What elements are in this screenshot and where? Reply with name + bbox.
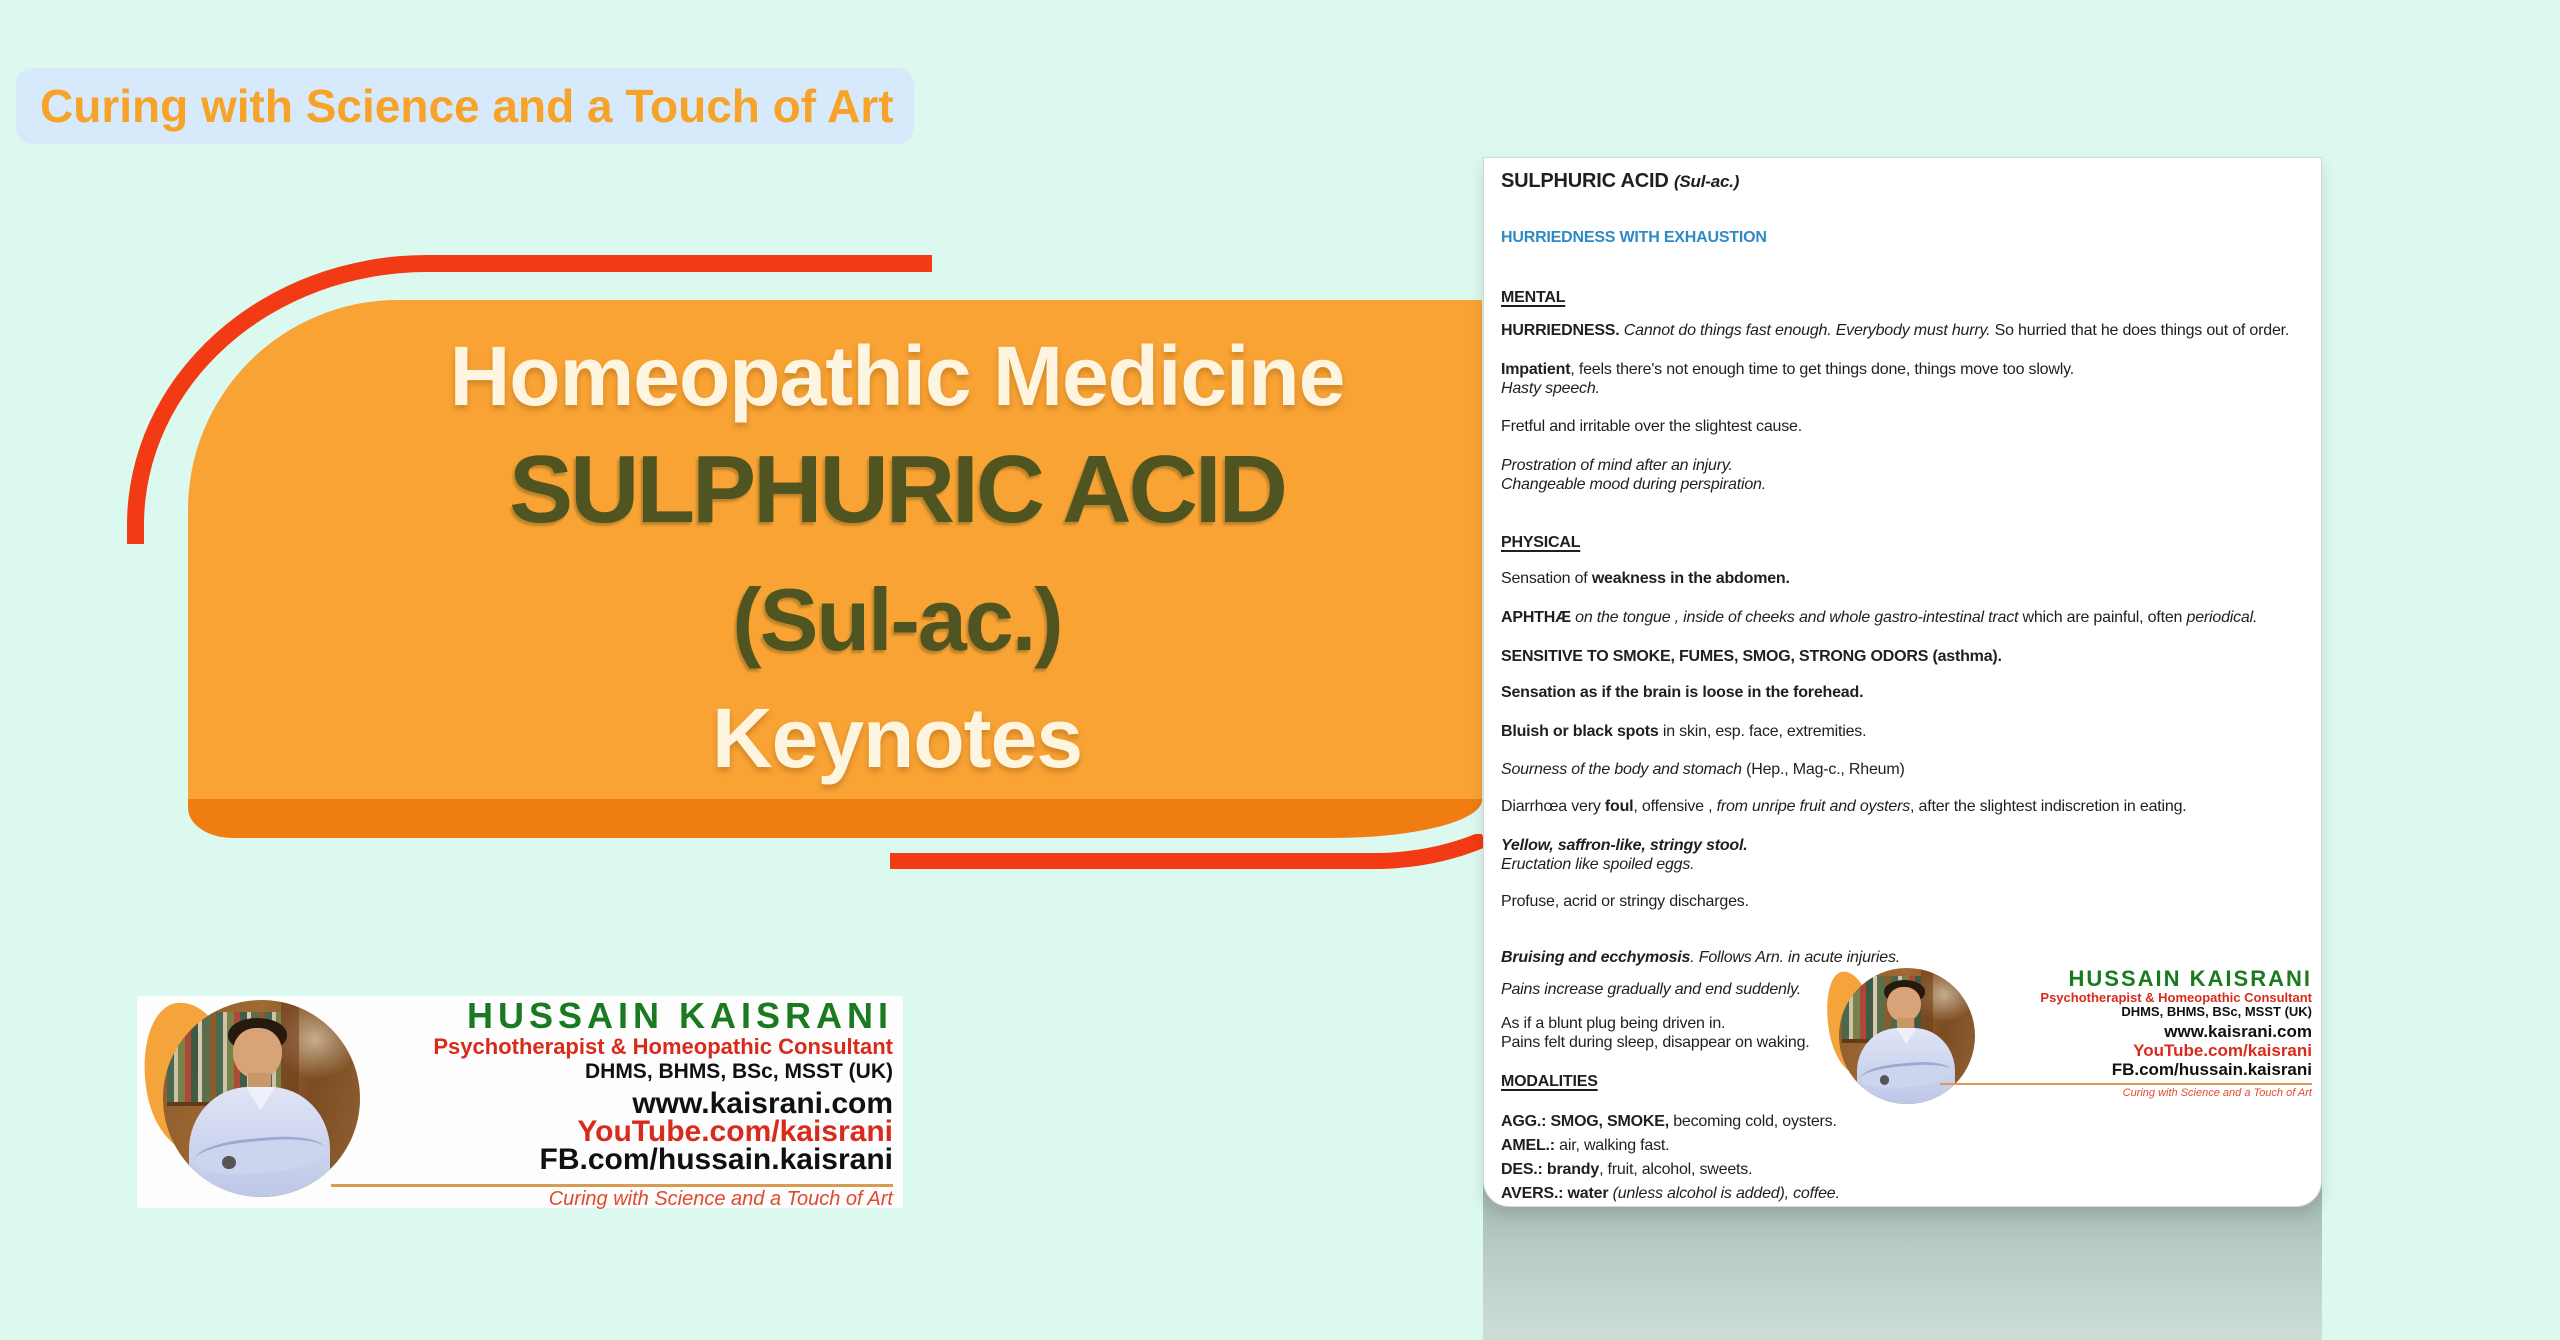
doc-paragraph: HURRIEDNESS WITH EXHAUSTION <box>1501 229 1767 246</box>
brand-youtube: YouTube.com/kaisrani <box>2133 1041 2312 1060</box>
brand-banner <box>137 996 903 1208</box>
brand-credentials: DHMS, BHMS, BSc, MSST (UK) <box>2121 1004 2312 1019</box>
doc-paragraph: Yellow, saffron-like, stringy stool. Eructation like spoiled eggs. <box>1501 837 1748 873</box>
brand-divider <box>1940 1083 2312 1085</box>
doc-paragraph: Pains increase gradually and end suddenly. <box>1501 981 1801 998</box>
portrait-face <box>233 1028 282 1079</box>
doc-paragraph: SENSITIVE TO SMOKE, FUMES, SMOG, STRONG ODORS (asthma). <box>1501 648 2002 665</box>
doc-paragraph: Bruising and ecchymosis. Follows Arn. in acute injuries. <box>1501 949 1901 966</box>
doc-paragraph: Sensation of weakness in the abdomen. <box>1501 570 1790 587</box>
doc-paragraph: MENTAL <box>1501 289 1566 306</box>
doc-paragraph: Impatient, feels there's not enough time to get things done, things move too slowly. Hasty speech. <box>1501 361 2074 397</box>
doc-paragraph: Profuse, acrid or stringy discharges. <box>1501 893 1749 910</box>
portrait-watch <box>222 1156 236 1170</box>
doc-paragraph: Bluish or black spots in skin, esp. face, extremities. <box>1501 723 1867 740</box>
doc-paragraph: APHTHÆ on the tongue , inside of cheeks and whole gastro-intestinal tract which are painful, often periodical. <box>1501 609 2258 626</box>
doc-paragraph: Sensation as if the brain is loose in the forehead. <box>1501 684 1864 701</box>
doc-brand-block <box>1940 967 2312 1100</box>
brand-website: www.kaisrani.com <box>2164 1022 2312 1041</box>
brand-divider <box>331 1184 893 1187</box>
brand-name: HUSSAIN KAISRANI <box>2068 966 2312 991</box>
doc-paragraph: AGG.: SMOG, SMOKE, becoming cold, oysters. AMEL.: air, walking fast. DES.: brandy, fruit, alcohol, sweets. AVERS.: water (unless alcohol is added), coffee. <box>1501 1113 1840 1202</box>
brand-youtube: YouTube.com/kaisrani <box>577 1115 893 1148</box>
document-page <box>1483 157 2322 1207</box>
tagline-badge <box>16 68 914 144</box>
brand-website: www.kaisrani.com <box>632 1087 893 1120</box>
brand-facebook: FB.com/hussain.kaisrani <box>539 1143 893 1176</box>
red-underline-decoration <box>890 834 1484 874</box>
doc-paragraph: Sourness of the body and stomach (Hep., Mag-c., Rheum) <box>1501 761 1905 778</box>
doc-paragraph: Prostration of mind after an injury. Changeable mood during perspiration. <box>1501 457 1766 493</box>
brand-tagline: Curing with Science and a Touch of Art <box>2122 1087 2312 1099</box>
title-line-remedy: SULPHURIC ACID <box>509 436 1285 543</box>
doc-paragraph: MODALITIES <box>1501 1073 1598 1090</box>
doc-paragraph: Diarrhœa very foul, offensive , from unripe fruit and oysters, after the slightest indiscretion in eating. <box>1501 798 2187 815</box>
doc-paragraph: SULPHURIC ACID (Sul-ac.) <box>1501 170 1740 192</box>
title-line-abbreviation: (Sul-ac.) <box>732 570 1062 669</box>
brand-name: HUSSAIN KAISRANI <box>466 995 893 1036</box>
title-card-bottom-strip <box>188 799 1482 838</box>
doc-paragraph: Fretful and irritable over the slightest cause. <box>1501 418 1802 435</box>
title-line-subject: Homeopathic Medicine <box>449 329 1345 423</box>
brand-credentials: DHMS, BHMS, BSc, MSST (UK) <box>584 1060 893 1083</box>
brand-title: Psychotherapist & Homeopathic Consultant <box>433 1034 893 1059</box>
brand-facebook: FB.com/hussain.kaisrani <box>2111 1060 2312 1079</box>
tagline-badge-text: Curing with Science and a Touch of Art <box>40 80 894 132</box>
brand-tagline: Curing with Science and a Touch of Art <box>548 1188 893 1210</box>
brand-title: Psychotherapist & Homeopathic Consultant <box>2040 990 2312 1005</box>
doc-paragraph: HURRIEDNESS. Cannot do things fast enough. Everybody must hurry. So hurried that he does things out of order. <box>1501 322 2290 339</box>
banner-brand-block <box>331 995 893 1210</box>
doc-paragraph: As if a blunt plug being driven in. Pains felt during sleep, disappear on waking. <box>1501 1015 1810 1051</box>
title-line-keynotes: Keynotes <box>711 691 1083 785</box>
doc-paragraph: PHYSICAL <box>1501 534 1581 551</box>
